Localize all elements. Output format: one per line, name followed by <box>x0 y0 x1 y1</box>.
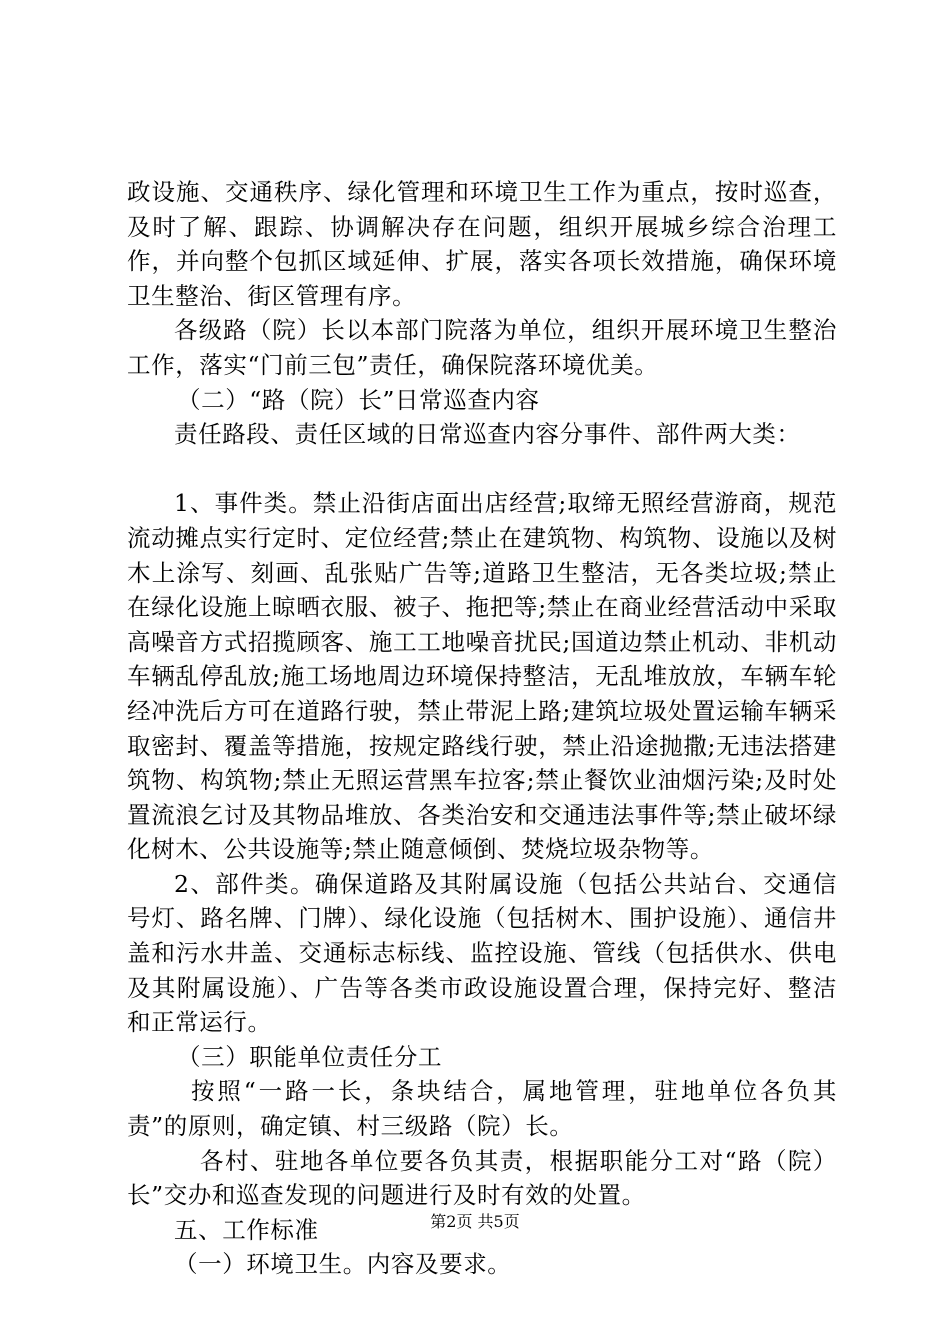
section-heading-work-standards: 五、工作标准 <box>174 1215 319 1244</box>
section-heading-environmental-sanitation: （一）环境卫生。内容及要求。 <box>174 1250 512 1279</box>
paragraph-patrol-categories: 责任路段、责任区域的日常巡查内容分事件、部件两大类： <box>174 420 801 449</box>
blank-line <box>127 452 837 487</box>
section-heading-daily-patrol: （二）“路（院）长”日常巡查内容 <box>177 385 540 414</box>
paragraph-component-category: 2、部件类。确保道路及其附属设施（包括公共站台、交通信号灯、路名牌、门牌）、绿化设施（包括树木、围护设施）、通信井盖和污水井盖、交通标志标线、监控设施、管线（包括供水、供电及其附属设施）、广告等各类市政设施设置合理，保持完好、整洁和正常运行。 <box>127 869 837 1037</box>
paragraph-principle: 按照“一路一长，条块结合，属地管理，驻地单位各负其责”的原则，确定镇、村三级路（院）长。 <box>127 1077 837 1141</box>
page-footer: 第2页 共5页 <box>430 1212 520 1231</box>
paragraph-event-category: 1、事件类。禁止沿街店面出店经营;取缔无照经营游商，规范流动摊点实行定时、定位经营;禁止在建筑物、构筑物、设施以及树木上涂写、刻画、乱张贴广告等;道路卫生整洁，无各类垃圾;禁止在绿化设施上晾晒衣服、被子、拖把等;禁止在商业经营活动中采取高噪音方式招揽顾客、施工工地噪音扰民;国道边禁止机动、非机动车辆乱停乱放;施工场地周边环境保持整洁，无乱堆放放，车辆车轮经冲洗后方可在道路行驶，禁止带泥上路;建筑垃圾处置运输车辆采取密封、覆盖等措施，按规定路线行驶，禁止沿途抛撒;无违法搭建筑物、构筑物;禁止无照运营黑车拉客;禁止餐饮业油烟污染;及时处置流浪乞讨及其物品堆放、各类治安和交通违法事件等;禁止破坏绿化树木、公共设施等;禁止随意倾倒、焚烧垃圾杂物等。 <box>127 489 837 864</box>
paragraph-courtyard-heads: 各级路（院）长以本部门院落为单位，组织开展环境卫生整治工作，落实“门前三包”责任，确保院落环境优美。 <box>127 316 837 379</box>
section-heading-responsibility-division: （三）职能单位责任分工 <box>177 1042 443 1071</box>
paragraph-village-units: 各村、驻地各单位要各负其责，根据职能分工对“路（院）长”交办和巡查发现的问题进行及时有效的处置。 <box>127 1146 837 1210</box>
document-body <box>127 175 837 1282</box>
paragraph-continuation: 政设施、交通秩序、绿化管理和环境卫生工作为重点，按时巡查，及时了解、跟踪、协调解决存在问题，组织开展城乡综合治理工作，并向整个包抓区域延伸、扩展，落实各项长效措施，确保环境卫生整治、街区管理有序。 <box>127 178 837 310</box>
